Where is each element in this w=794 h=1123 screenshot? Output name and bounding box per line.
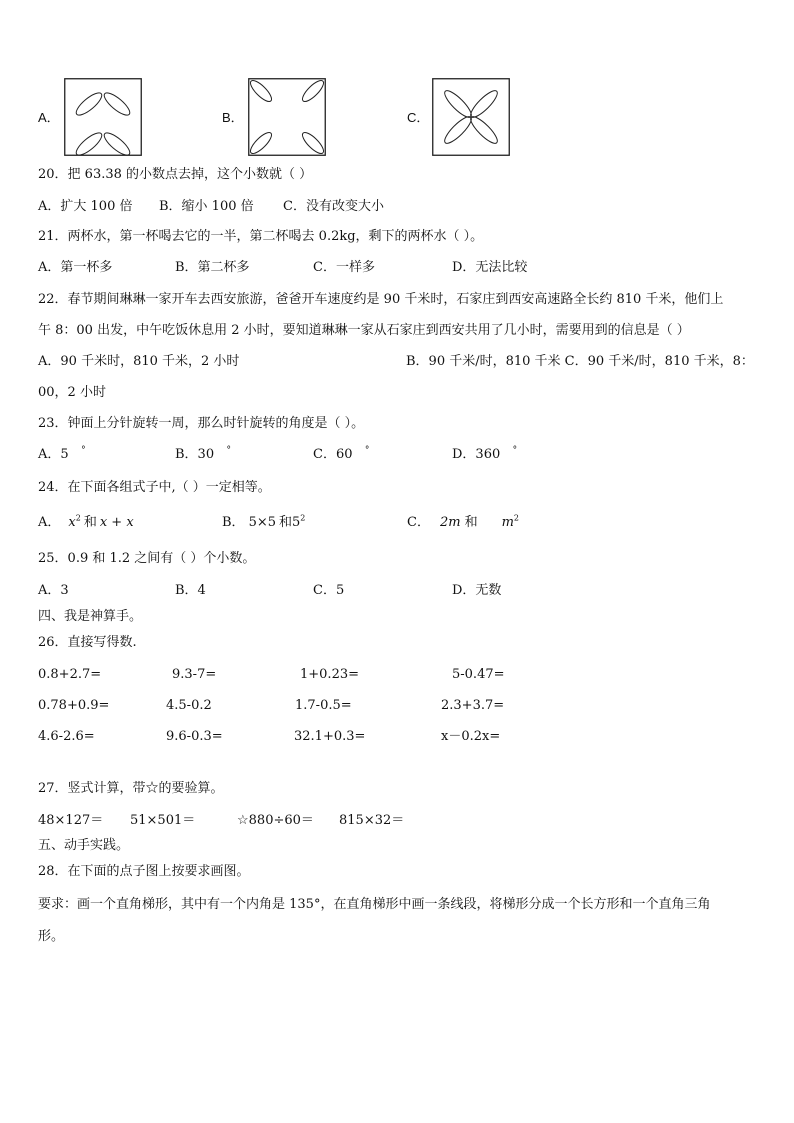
- q22-stem-line1: 22．春节期间琳琳一家开车去西安旅游，爸爸开车速度约是 90 千米时，石家庄到西安高速路全长约 810 千米，他们上: [38, 292, 724, 307]
- q19-figure-b: [248, 78, 326, 156]
- q25-option-c: C．5: [313, 583, 345, 598]
- q26-item: 0.8+2.7=: [38, 667, 102, 682]
- q20-option-b: B．缩小 100 倍: [159, 199, 254, 214]
- q26-item: x－0.2x=: [441, 729, 501, 744]
- section-4-heading: 四、我是神算手。: [38, 609, 143, 624]
- q26-item: 4.5-0.2: [166, 698, 212, 713]
- q23-stem: 23．钟面上分针旋转一周，那么时针旋转的角度是（ ）。: [38, 416, 365, 431]
- q21-option-d: D．无法比较: [452, 260, 528, 275]
- q27-item: 48×127＝: [38, 813, 104, 828]
- q26-item: 32.1+0.3=: [294, 729, 366, 744]
- q24-option-b: B． 5×5 和$5^2$: [222, 513, 306, 530]
- q25-option-d: D．无数: [452, 583, 502, 598]
- q26-item: 1+0.23=: [300, 667, 360, 682]
- q26-item: 1.7-0.5=: [295, 698, 352, 713]
- q26-item: 9.6-0.3=: [166, 729, 223, 744]
- q27-item: 51×501＝: [130, 813, 196, 828]
- q27-item: ☆880÷60＝: [237, 813, 314, 828]
- q28-stem: 28．在下面的点子图上按要求画图。: [38, 864, 250, 879]
- q21-option-c: C．一样多: [313, 260, 375, 275]
- q19-option-b-label: B．: [222, 110, 244, 125]
- q26-item: 2.3+3.7=: [441, 698, 505, 713]
- q23-option-d: D．360 °: [452, 445, 518, 462]
- q20-stem: 20．把 63.38 的小数点去掉，这个小数就（ ）: [38, 167, 313, 182]
- q23-option-c: C．60 °: [313, 445, 370, 462]
- q19-figure-a: [64, 78, 142, 156]
- q20-option-c: C．没有改变大小: [283, 199, 384, 214]
- q25-option-a: A．3: [38, 583, 69, 598]
- q26-stem: 26．直接写得数.: [38, 635, 137, 650]
- q25-option-b: B．4: [175, 583, 206, 598]
- q20-option-a: A．扩大 100 倍: [38, 199, 133, 214]
- q27-stem: 27．竖式计算，带☆的要验算。: [38, 781, 224, 796]
- q28-requirement-line2: 形。: [38, 929, 65, 944]
- q21-option-b: B．第二杯多: [175, 260, 250, 275]
- q22-option-c-continued: 00，2 小时: [38, 385, 106, 400]
- q21-option-a: A．第一杯多: [38, 260, 113, 275]
- q19-figure-c: [432, 78, 510, 156]
- q23-option-a: A．5 °: [38, 445, 86, 462]
- q26-item: 0.78+0.9=: [38, 698, 110, 713]
- q24-option-a: A． $x^2$ 和 x + x: [38, 513, 134, 530]
- q25-stem: 25．0.9 和 1.2 之间有（ ）个小数。: [38, 551, 256, 566]
- q22-option-bc: B．90 千米/时，810 千米 C．90 千米/时，810 千米，8：: [406, 354, 754, 369]
- q21-stem: 21．两杯水，第一杯喝去它的一半，第二杯喝去 0.2kg，剩下的两杯水（ ）。: [38, 229, 484, 244]
- q23-option-b: B．30 °: [175, 445, 232, 462]
- q24-option-c: C． 2m 和 $m^2$: [407, 513, 519, 530]
- q22-stem-line2: 午 8：00 出发，中午吃饭休息用 2 小时，要知道琳琳一家从石家庄到西安共用了几小时，需要用到的信息是（ ）: [38, 323, 690, 338]
- q27-item: 815×32＝: [339, 813, 405, 828]
- q28-requirement-line1: 要求：画一个直角梯形，其中有一个内角是 135°，在直角梯形中画一条线段，将梯形分成一个长方形和一个直角三角: [38, 897, 711, 912]
- section-5-heading: 五、动手实践。: [38, 838, 130, 853]
- q19-option-c-label: C．: [407, 110, 430, 125]
- q24-stem: 24．在下面各组式子中,（ ）一定相等。: [38, 480, 271, 495]
- q26-item: 4.6-2.6=: [38, 729, 95, 744]
- q26-item: 9.3-7=: [172, 667, 217, 682]
- q26-item: 5-0.47=: [452, 667, 505, 682]
- q19-option-a-label: A．: [38, 110, 60, 125]
- q22-option-a: A．90 千米时，810 千米，2 小时: [38, 354, 240, 369]
